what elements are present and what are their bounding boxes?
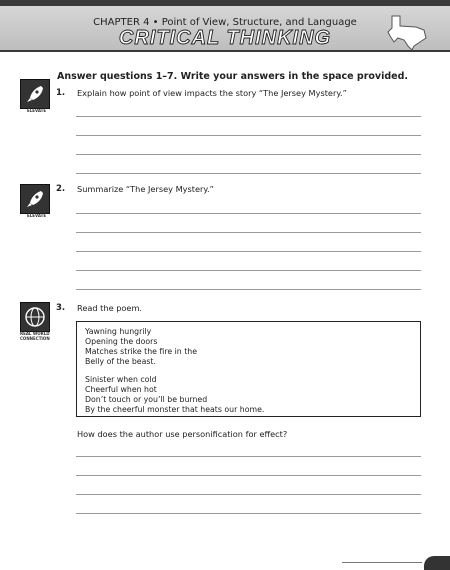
stanza-break [85,367,412,375]
rocket-icon [21,80,49,108]
question-number: 1. [56,88,66,98]
poem-box [76,321,421,417]
question-text: Summarize “The Jersey Mystery.” [77,184,214,194]
real-world-label: REAL WORLD CONNECTION [20,331,50,341]
answer-line[interactable] [76,116,421,117]
header-top-bar [0,0,450,6]
poem-line: Opening the doors [85,337,158,346]
chapter-label: CHAPTER 4 • Point of View, Structure, and Language [93,17,357,28]
page-title: CRITICAL THINKING [118,27,332,49]
header-divider [0,50,450,52]
elevate-label: ELEVATE [27,108,47,113]
answer-line[interactable] [76,173,421,174]
rocket-icon [21,185,49,213]
poem-line: Matches strike the fire in the [85,347,198,356]
answer-line[interactable] [76,232,421,233]
followup-question: How does the author use personification for effect? [77,429,288,439]
answer-line[interactable] [76,289,421,290]
footer-rule [342,562,422,563]
elevate-label: ELEVATE [27,213,47,218]
answer-line[interactable] [76,513,421,514]
answer-line[interactable] [76,270,421,271]
answer-line[interactable] [76,251,421,252]
poem-line: Yawning hungrily [85,327,152,336]
real-world-badge [20,302,50,332]
poem-line: By the cheerful monster that heats our home. [85,405,265,414]
elevate-badge [20,79,50,109]
poem-line: Don’t touch or you’ll be burned [85,395,208,404]
answer-line[interactable] [76,494,421,495]
page-corner-tab [424,556,450,570]
poem-line: Cheerful when hot [85,385,157,394]
poem-line: Belly of the beast. [85,357,156,366]
question-text: Read the poem. [77,303,143,313]
answer-line[interactable] [76,456,421,457]
question-text: Explain how point of view impacts the story “The Jersey Mystery.” [77,88,347,98]
texas-outline-icon [386,12,430,52]
answer-line[interactable] [76,135,421,136]
page-header [0,0,450,52]
question-number: 2. [56,184,66,194]
answer-line[interactable] [76,213,421,214]
poem-line: Sinister when cold [85,375,157,384]
answer-line[interactable] [76,475,421,476]
globe-icon [21,303,49,331]
question-number: 3. [56,303,66,313]
instructions-text: Answer questions 1–7. Write your answers in the space provided. [57,71,409,82]
elevate-badge [20,184,50,214]
answer-line[interactable] [76,154,421,155]
